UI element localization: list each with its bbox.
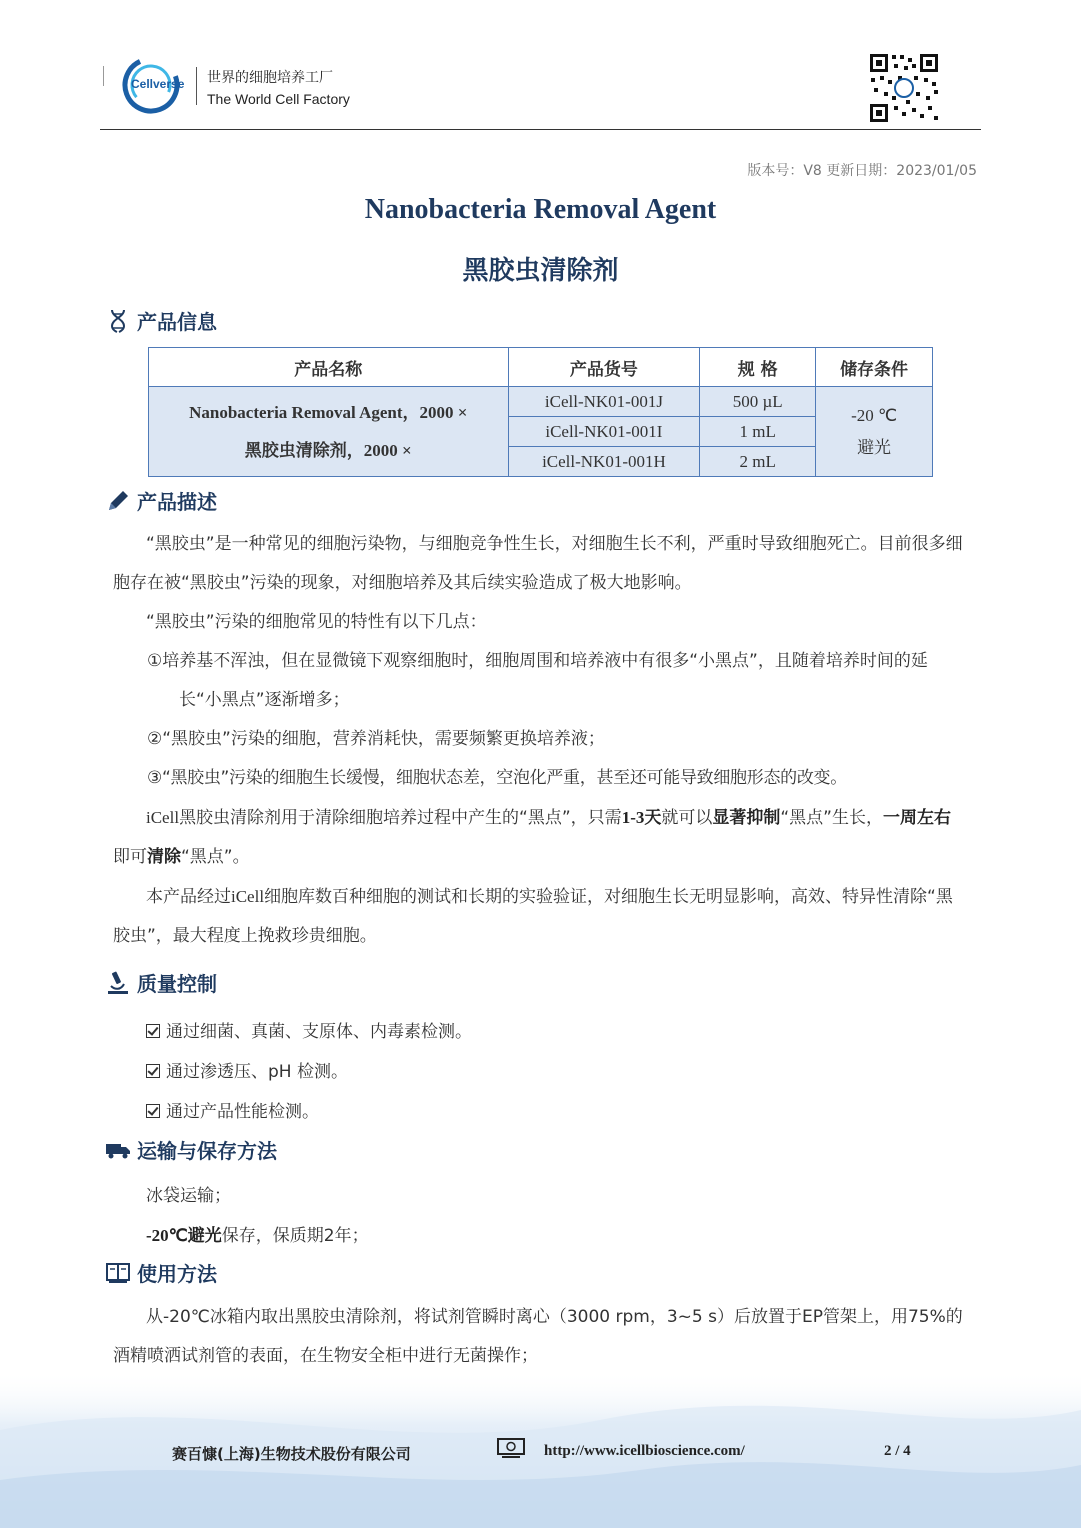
list-number: ① (147, 651, 163, 671)
monitor-icon (496, 1438, 526, 1460)
dna-icon (105, 308, 131, 334)
pencil-icon (105, 488, 131, 514)
shipping-line: 冰袋运输； (146, 1186, 231, 1206)
table-header-cell: 规 格 (700, 348, 816, 387)
page-title-en: Nanobacteria Removal Agent (364, 194, 717, 225)
storage-cell (816, 387, 933, 477)
desc-paragraph (113, 877, 963, 956)
sku-cell: iCell-NK01-001H (508, 447, 700, 477)
truck-icon (105, 1137, 131, 1163)
checkbox-icon (146, 1024, 160, 1038)
text-run: 天 (644, 808, 662, 828)
text-run: 保存，保质期2年； (221, 1226, 369, 1246)
desc-list-item: ②“黑胶虫”污染的细胞，营养消耗快，需要频繁更换培养液； (147, 729, 605, 749)
text-run: “黑点”。 (181, 847, 250, 867)
quality-item-text: 通过渗透压、pH 检测。 (166, 1062, 348, 1082)
text-run: iCell (231, 887, 265, 906)
header-rule (100, 129, 981, 130)
quality-item (146, 1017, 472, 1042)
table-header-cell: 产品名称 (149, 348, 509, 387)
desc-paragraph: “黑胶虫”是一种常见的细胞污染物，与细胞竞争性生长，对细胞生长不利，严重时导致细胞死亡。目前很多细胞存在被“黑胶虫”污染的现象，对细胞培养及其后续实验造成了极大地影响。 (113, 534, 963, 593)
text-run: 显著抑制 (712, 808, 781, 828)
sku-cell: iCell-NK01-001I (508, 417, 700, 447)
text-run: 即可 (113, 847, 147, 867)
footer-company: 赛百慷(上海)生物技术股份有限公司 (172, 1445, 411, 1463)
footer-url-link[interactable]: http://www.icellbioscience.com/ (544, 1443, 745, 1459)
section-title: 产品信息 (137, 310, 217, 334)
text-run: 1-3 (621, 808, 645, 827)
footer-background (0, 1370, 1081, 1528)
table-header-row (149, 348, 933, 387)
text-run: 就可以 (661, 808, 713, 828)
text-run: 一周左右 (882, 808, 951, 828)
table-row (149, 387, 933, 417)
section-title: 产品描述 (137, 490, 217, 514)
storage-temp: -20 ℃ (851, 405, 898, 425)
page-title-cn: 黑胶虫清除剂 (462, 256, 619, 286)
checkbox-icon (146, 1104, 160, 1118)
product-table (148, 347, 933, 477)
usage-paragraph: 从-20℃冰箱内取出黑胶虫清除剂，将试剂管瞬时离心（3000 rpm，3~5 s）后放置于EP管架上，用75%的酒精喷洒试剂管的表面，在生物安全柜中进行无菌操作； (113, 1307, 963, 1366)
logo-slogan-cn: 世界的细胞培养工厂 (207, 70, 333, 86)
footer-page-number: 2 / 4 (884, 1443, 911, 1459)
text-run: iCell (146, 808, 180, 827)
quality-item-text: 通过产品性能检测。 (166, 1102, 319, 1122)
section-product-desc (105, 486, 217, 515)
text-run: -20℃ (146, 1226, 188, 1245)
section-product-info (105, 306, 217, 335)
text-run: “黑点”生长， (780, 808, 883, 828)
product-name-cn-text: 黑胶虫清除剂， (244, 440, 364, 461)
product-name-cn-conc: 2000 × (363, 440, 412, 460)
section-title: 质量控制 (137, 972, 217, 996)
text-run: 避光 (187, 1226, 222, 1246)
spec-cell: 2 mL (700, 447, 816, 477)
text-run: 清除 (147, 847, 181, 867)
logo-divider (196, 67, 197, 105)
microscope-icon (105, 970, 131, 996)
usage-body (113, 1298, 963, 1376)
spec-cell: 1 mL (700, 417, 816, 447)
quality-item (146, 1097, 319, 1122)
version-info: 版本号：V8 更新日期：2023/01/05 (747, 163, 977, 179)
desc-list-item: ③“黑胶虫”污染的细胞生长缓慢，细胞状态差，空泡化严重，甚至还可能导致细胞形态的改变。 (147, 768, 847, 788)
desc-paragraph (113, 798, 963, 877)
section-title: 使用方法 (137, 1262, 217, 1286)
product-name-en: Nanobacteria Removal Agent，2000 × (189, 402, 468, 422)
spec-cell: 500 µL (700, 387, 816, 417)
qr-code-icon (868, 52, 940, 124)
product-name-cell (149, 387, 509, 477)
section-quality (105, 968, 217, 997)
section-usage (105, 1258, 217, 1287)
storage-light: 避光 (857, 437, 892, 458)
product-name-cn (149, 432, 508, 470)
company-logo (103, 55, 363, 119)
logo-slogan-en: The World Cell Factory (207, 91, 350, 107)
desc-list-item (113, 642, 963, 720)
storage-line (146, 1221, 369, 1246)
text-run: 本产品经过 (146, 887, 231, 907)
table-header-cell: 产品货号 (508, 348, 700, 387)
text-run: 细胞库数百种细胞的测试和长期的实验验证，对细胞生长无明显影响，高效、特异性清除“黑胶虫”，最大程度上挽救珍贵细胞。 (113, 887, 953, 946)
section-title: 运输与保存方法 (137, 1139, 277, 1163)
desc-paragraph: “黑胶虫”污染的细胞常见的特性有以下几点： (146, 612, 487, 632)
table-header-cell: 储存条件 (816, 348, 933, 387)
quality-item-text: 通过细菌、真菌、支原体、内毒素检测。 (166, 1022, 472, 1042)
text-run: 黑胶虫清除剂用于清除细胞培养过程中产生的“黑点”，只需 (179, 808, 622, 828)
section-shipping (105, 1135, 277, 1164)
list-text: 培养基不浑浊，但在显微镜下观察细胞时，细胞周围和培养液中有很多“小黑点”，且随着培养时间的延长“小黑点”逐渐增多； (162, 651, 928, 710)
sku-cell: iCell-NK01-001J (508, 387, 700, 417)
logo-brand-text: Cellverse (131, 77, 185, 91)
description-body (113, 525, 963, 956)
quality-item (146, 1057, 348, 1082)
checkbox-icon (146, 1064, 160, 1078)
book-icon (105, 1260, 131, 1286)
